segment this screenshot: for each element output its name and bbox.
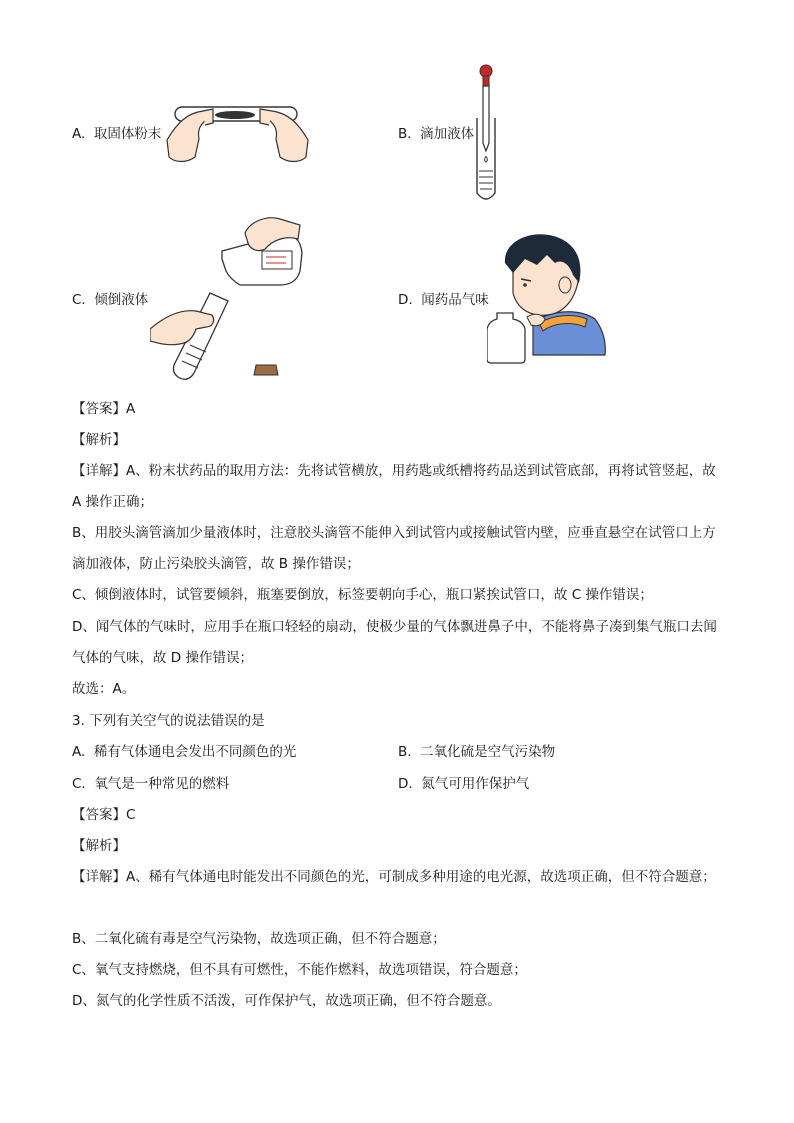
q2-option-c-text: 倾倒液体: [94, 292, 149, 308]
q2-option-d-text: 闻药品气味: [421, 292, 489, 308]
q3-option-d: D. 氮气可用作保护气: [398, 776, 530, 792]
q2-option-a: A. 取固体粉末: [72, 126, 162, 142]
q2-option-b: B. 滴加液体: [398, 126, 475, 142]
q2-option-c: C. 倾倒液体: [72, 292, 149, 308]
q3-detail-c: C、氧气支持燃烧，但不具有可燃性，不能作燃料，故选项错误，符合题意；: [72, 962, 527, 978]
q2-option-d: D. 闻药品气味: [398, 292, 489, 308]
q2-option-b-text: 滴加液体: [420, 126, 475, 142]
q2-detail-c: C、倾倒液体时，试管要倾斜，瓶塞要倒放，标签要朝向手心，瓶口紧挨试管口，故 C 操作错误；: [72, 587, 653, 603]
q3-detail-d: D、氮气的化学性质不活泼，可作保护气，故选项正确，但不符合题意。: [72, 993, 501, 1009]
q2-detail-a: 【详解】A、粉末状药品的取用方法：先将试管横放，用药匙或纸槽将药品送到试管底部，再将试管竖起，故 A 操作正确；: [72, 463, 716, 510]
q2-conclusion: 故选：A。: [72, 681, 136, 697]
q3-analysis-label: 【解析】: [72, 838, 126, 854]
q2-detail-d: D、闻气体的气味时，应用手在瓶口轻轻的扇动，使极少量的气体飘进鼻子中，不能将鼻子凑到集气瓶口去闻气体的气味，故 D 操作错误；: [72, 619, 717, 666]
q3-detail-b: B、二氧化硫有毒是空气污染物，故选项正确，但不符合题意；: [72, 931, 446, 947]
q3-option-a: A. 稀有气体通电会发出不同颜色的光: [72, 744, 297, 760]
dropper-test-tube-icon: [470, 63, 502, 203]
q3-answer: 【答案】C: [72, 807, 136, 823]
q3-detail-a: 【详解】A、稀有气体通电时能发出不同颜色的光，可制成多种用途的电光源，故选项正确，但不符合题意；: [72, 869, 716, 885]
q3-option-b: B. 二氧化硫是空气污染物: [398, 744, 556, 760]
q3-option-c: C. 氧气是一种常见的燃料: [72, 776, 230, 792]
hands-test-tube-icon: [165, 95, 310, 170]
q2-analysis-label: 【解析】: [72, 432, 126, 448]
pouring-liquid-icon: [150, 213, 310, 383]
q2-detail-b: B、用胶头滴管滴加少量液体时，注意胶头滴管不能伸入到试管内或接触试管内壁，应垂直悬空在试管口上方滴加液体，防止污染胶头滴管，故 B 操作错误；: [72, 525, 716, 572]
q3-stem: 3. 下列有关空气的说法错误的是: [72, 713, 265, 729]
q2-option-a-text: 取固体粉末: [93, 126, 162, 142]
smelling-bottle-icon: [487, 233, 607, 365]
q2-answer: 【答案】A: [72, 401, 136, 417]
